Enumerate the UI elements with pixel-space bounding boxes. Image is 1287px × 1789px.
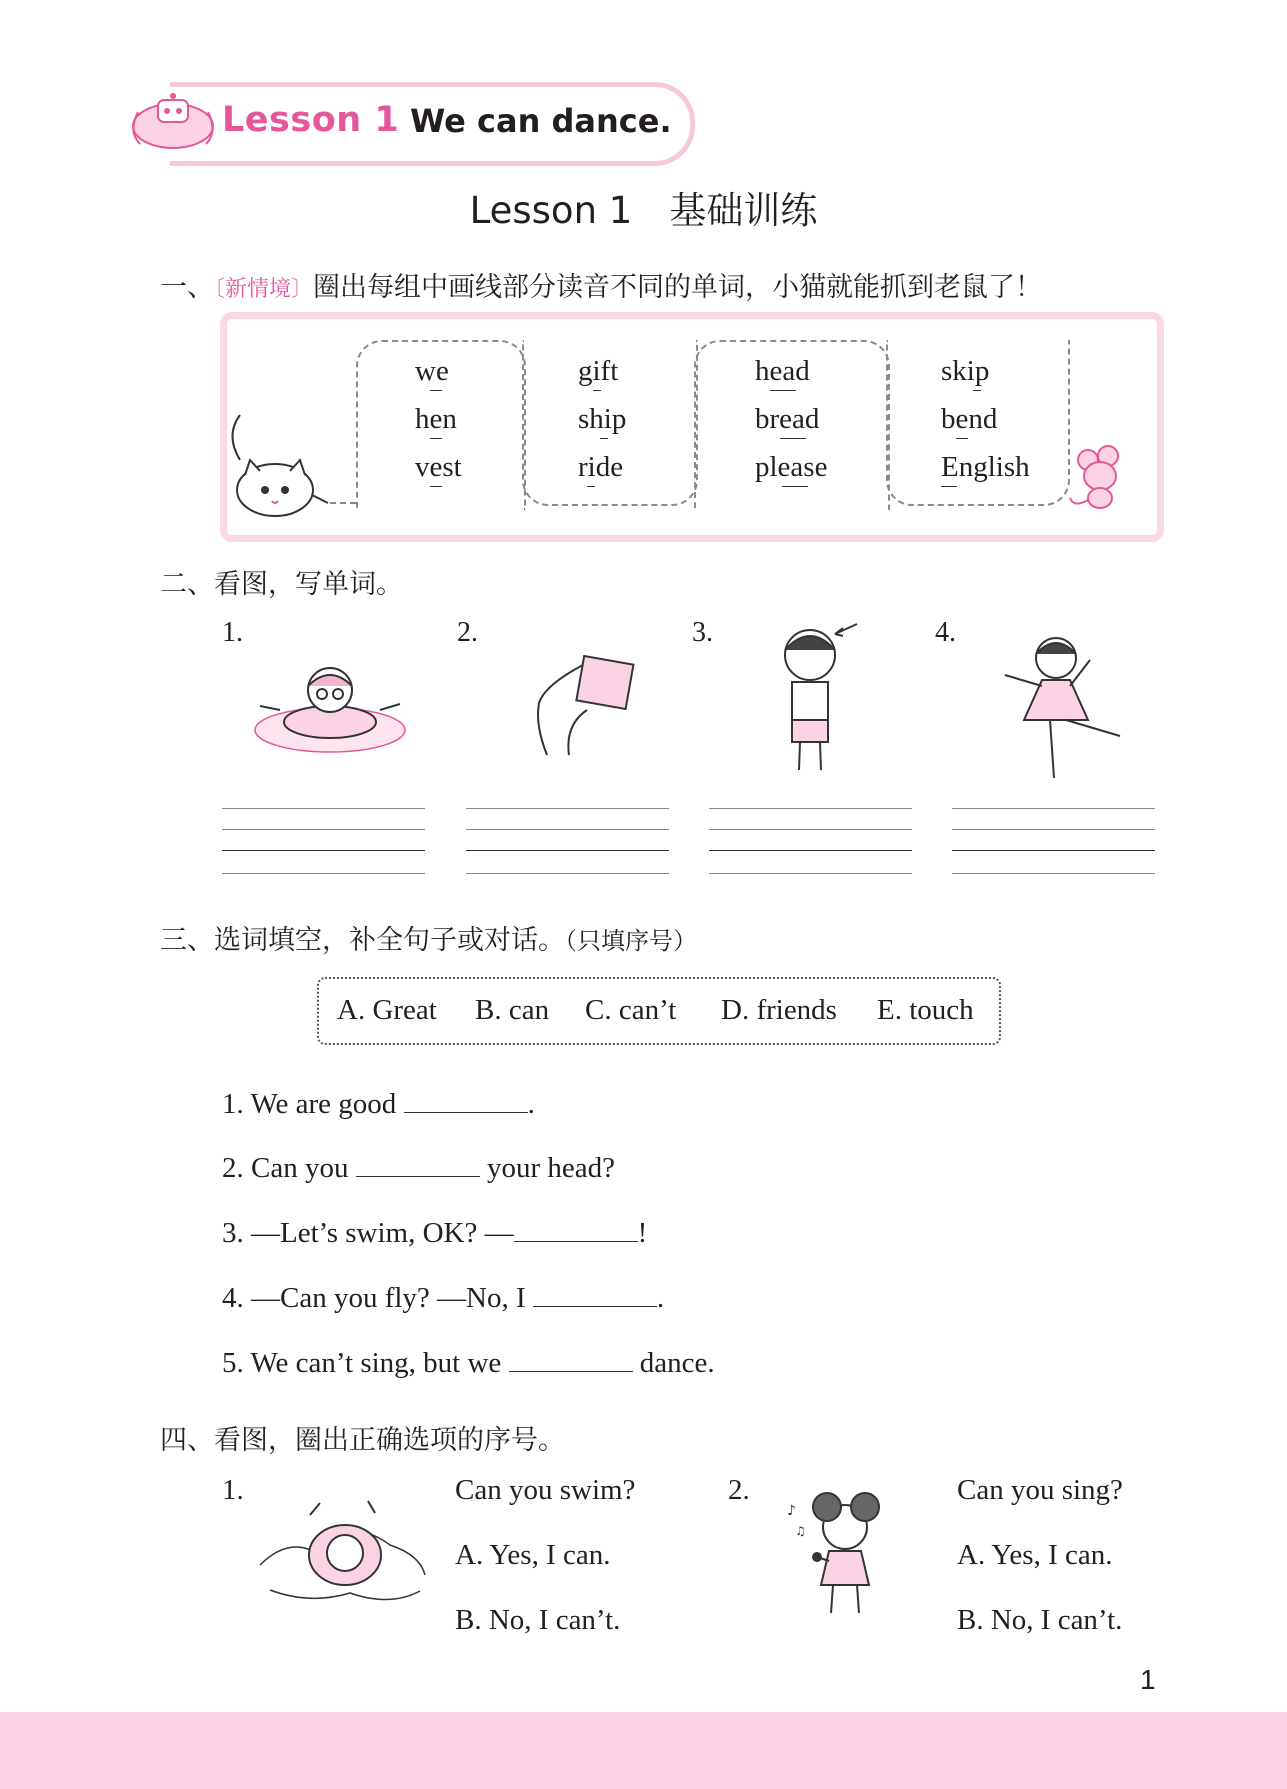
item-number: 1. — [222, 617, 243, 648]
robot-mascot-icon — [118, 92, 228, 150]
word: bend — [941, 403, 998, 435]
answer-blank[interactable] — [356, 1150, 480, 1177]
writing-line[interactable] — [222, 829, 425, 830]
section1-title — [160, 265, 1042, 304]
svg-text:♪: ♪ — [787, 1503, 796, 1519]
fill-sentence: 1. We are good . — [222, 1088, 535, 1120]
option: D. friends — [721, 994, 837, 1026]
word: ride — [578, 451, 624, 483]
word: English — [941, 451, 1030, 483]
option: C. can’t — [585, 994, 677, 1026]
question-text: Can you sing? — [957, 1474, 1123, 1506]
page-number: 1 — [1140, 1664, 1156, 1695]
lesson-tag: Lesson 1 — [222, 100, 400, 140]
knee-picture — [525, 655, 635, 760]
letter-underline — [780, 438, 806, 439]
dancing-girl-picture — [1000, 630, 1135, 780]
lesson-title: We can dance. — [410, 102, 672, 140]
item-number: 3. — [692, 617, 713, 648]
letter-underline — [593, 390, 601, 391]
answer-option-a[interactable]: A. Yes, I can. — [957, 1539, 1113, 1571]
writing-line[interactable] — [466, 873, 669, 874]
word: ship — [578, 403, 627, 435]
fill-sentence: 5. We can’t sing, but we dance. — [222, 1347, 715, 1379]
question-number: 1. — [222, 1474, 244, 1506]
writing-line[interactable] — [709, 873, 912, 874]
question-number: 2. — [728, 1474, 750, 1506]
swimming-girl-picture — [250, 650, 410, 760]
writing-line[interactable] — [222, 808, 425, 809]
writing-line[interactable] — [222, 850, 425, 851]
footer-band — [0, 1712, 1287, 1789]
path-start — [330, 502, 356, 504]
section4-title: 四、看图，圈出正确选项的序号。 — [160, 1425, 565, 1456]
mouse-icon — [1066, 442, 1136, 512]
answer-blank[interactable] — [404, 1086, 528, 1113]
singing-girl-picture — [785, 1485, 900, 1620]
letter-underline — [770, 390, 796, 391]
writing-line[interactable] — [466, 829, 669, 830]
cat-icon — [220, 405, 330, 525]
section1-number: 一、 — [160, 272, 214, 303]
word: we — [415, 355, 449, 387]
option: A. Great — [337, 994, 437, 1026]
answer-option-b[interactable]: B. No, I can’t. — [455, 1604, 621, 1636]
letter-underline — [941, 486, 957, 487]
letter-underline — [587, 486, 595, 487]
writing-line[interactable] — [466, 850, 669, 851]
svg-text:♫: ♫ — [795, 1524, 806, 1538]
item-number: 2. — [457, 617, 478, 648]
letter-underline — [956, 438, 968, 439]
page-title: Lesson 1 基础训练 — [469, 189, 818, 232]
letter-underline — [430, 438, 442, 439]
letter-underline — [782, 486, 808, 487]
writing-line[interactable] — [952, 808, 1155, 809]
section3-title-text: 三、选词填空，补全句子或对话。 — [160, 925, 565, 956]
writing-line[interactable] — [709, 808, 912, 809]
section1-tag: 〔新情境〕 — [214, 277, 314, 302]
section3-title — [160, 918, 697, 957]
writing-line[interactable] — [466, 808, 669, 809]
writing-line[interactable] — [952, 829, 1155, 830]
letter-underline — [430, 390, 442, 391]
fill-sentence: 3. —Let’s swim, OK? — ! — [222, 1217, 648, 1249]
letter-underline — [430, 486, 442, 487]
section2-title: 二、看图，写单词。 — [160, 569, 403, 600]
answer-blank[interactable] — [533, 1280, 657, 1307]
answer-option-b[interactable]: B. No, I can’t. — [957, 1604, 1123, 1636]
splashing-swimmer-picture — [250, 1495, 430, 1610]
fill-sentence: 2. Can you your head? — [222, 1152, 615, 1184]
writing-line[interactable] — [709, 829, 912, 830]
question-text: Can you swim? — [455, 1474, 636, 1506]
word: please — [755, 451, 828, 483]
answer-option-a[interactable]: A. Yes, I can. — [455, 1539, 611, 1571]
option: B. can — [475, 994, 550, 1026]
answer-blank[interactable] — [514, 1215, 638, 1242]
option: E. touch — [877, 994, 974, 1026]
word: gift — [578, 355, 619, 387]
word: skip — [941, 355, 990, 387]
writing-line[interactable] — [952, 850, 1155, 851]
writing-line[interactable] — [222, 873, 425, 874]
word: hen — [415, 403, 457, 435]
section1-instruction: 圈出每组中画线部分读音不同的单词，小猫就能抓到老鼠了！ — [313, 272, 1043, 303]
word: head — [755, 355, 810, 387]
word: bread — [755, 403, 820, 435]
letter-underline — [973, 390, 981, 391]
writing-line[interactable] — [709, 850, 912, 851]
word: vest — [415, 451, 462, 483]
item-number: 4. — [935, 617, 956, 648]
fill-sentence: 4. —Can you fly? —No, I . — [222, 1282, 665, 1314]
letter-underline — [600, 438, 608, 439]
answer-blank[interactable] — [509, 1345, 633, 1372]
boy-head-picture — [765, 620, 875, 780]
section3-title-note: （只填序号） — [565, 927, 697, 955]
writing-line[interactable] — [952, 873, 1155, 874]
